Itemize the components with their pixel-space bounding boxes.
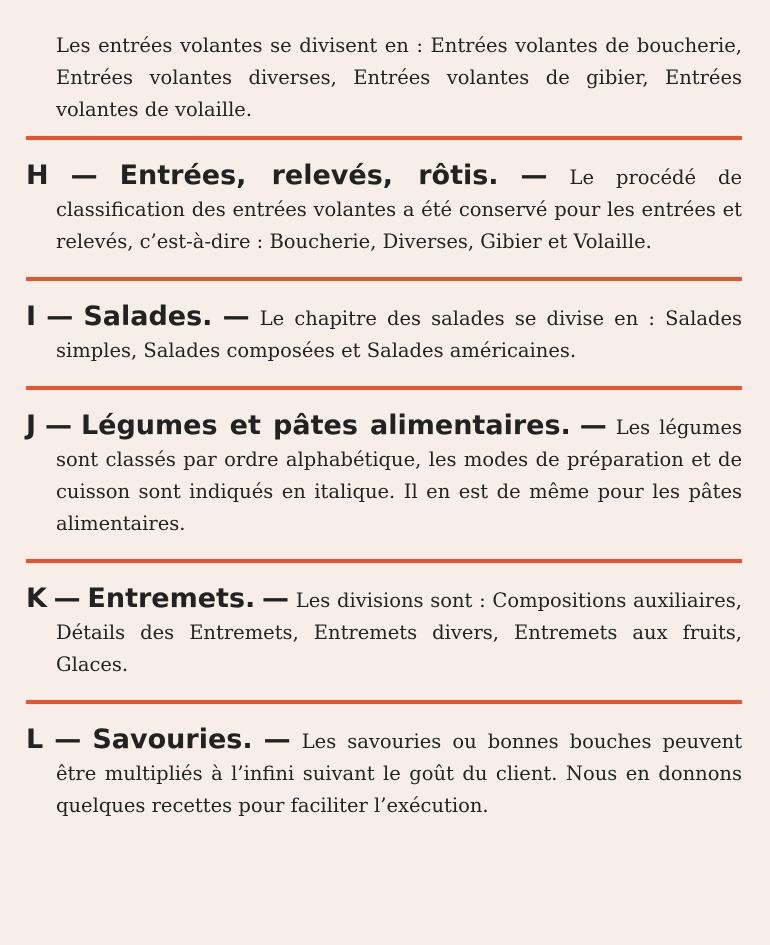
- section-title-dash: —: [222, 300, 250, 332]
- section-dash: —: [46, 300, 74, 332]
- section-title-dash: —: [262, 582, 290, 614]
- section-i: [26, 301, 742, 367]
- section-title: Légumes et pâtes alimentaires.: [80, 409, 571, 441]
- section-j: [26, 410, 742, 540]
- section-l: [26, 724, 742, 822]
- section-dash: —: [54, 723, 82, 755]
- section-divider: [26, 386, 742, 390]
- section-letter: L: [26, 723, 44, 755]
- section-title-dash: —: [263, 723, 291, 755]
- section-title: Entrées, relevés, rôtis.: [119, 159, 499, 191]
- section-divider: [26, 136, 742, 140]
- section-title-dash: —: [579, 409, 607, 441]
- section-text: Les divisions sont : Compositions auxiliaires, Détails des Entremets, Entremets divers, Entremets aux fruits, Glaces.: [56, 588, 742, 676]
- section-letter: J: [26, 409, 37, 441]
- section-text: Le chapitre des salades se divise en : Salades simples, Salades composées et Salades américaines.: [56, 306, 742, 362]
- section-h: [26, 160, 742, 258]
- section-text: Le procédé de classification des entrées volantes a été conservé pour les entrées et relevés, c’est-à-dire : Boucherie, Diverses, Gibier et Volaille.: [56, 165, 743, 253]
- section-title: Entremets.: [87, 582, 256, 614]
- section-divider: [26, 559, 742, 563]
- section-title: Savouries.: [92, 723, 253, 755]
- section-letter: I: [26, 300, 37, 332]
- section-title-dash: —: [520, 159, 548, 191]
- section-title: Salades.: [83, 300, 213, 332]
- section-dash: —: [70, 159, 98, 191]
- section-letter: K: [26, 582, 47, 614]
- section-dash: —: [45, 409, 72, 441]
- section-k: [26, 583, 742, 681]
- section-divider: [26, 700, 742, 704]
- intro-paragraph: Les entrées volantes se divisent en : Entrées volantes de boucherie, Entrées volantes diverses, Entrées volantes de gibier, Entrées volantes de volaille.: [56, 34, 742, 121]
- section-divider: [26, 277, 742, 281]
- section-dash: —: [53, 582, 81, 614]
- section-text: Les légumes sont classés par ordre alphabétique, les modes de préparation et de cuisson sont indiqués en italique. Il en est de même pour les pâtes alimentaires.: [56, 415, 742, 535]
- section-letter: H: [26, 159, 49, 191]
- section-text: Les savouries ou bonnes bouches peuvent être multipliés à l’infini suivant le goût du client. Nous en donnons quelques recettes pour faciliter l’exécution.: [56, 729, 743, 817]
